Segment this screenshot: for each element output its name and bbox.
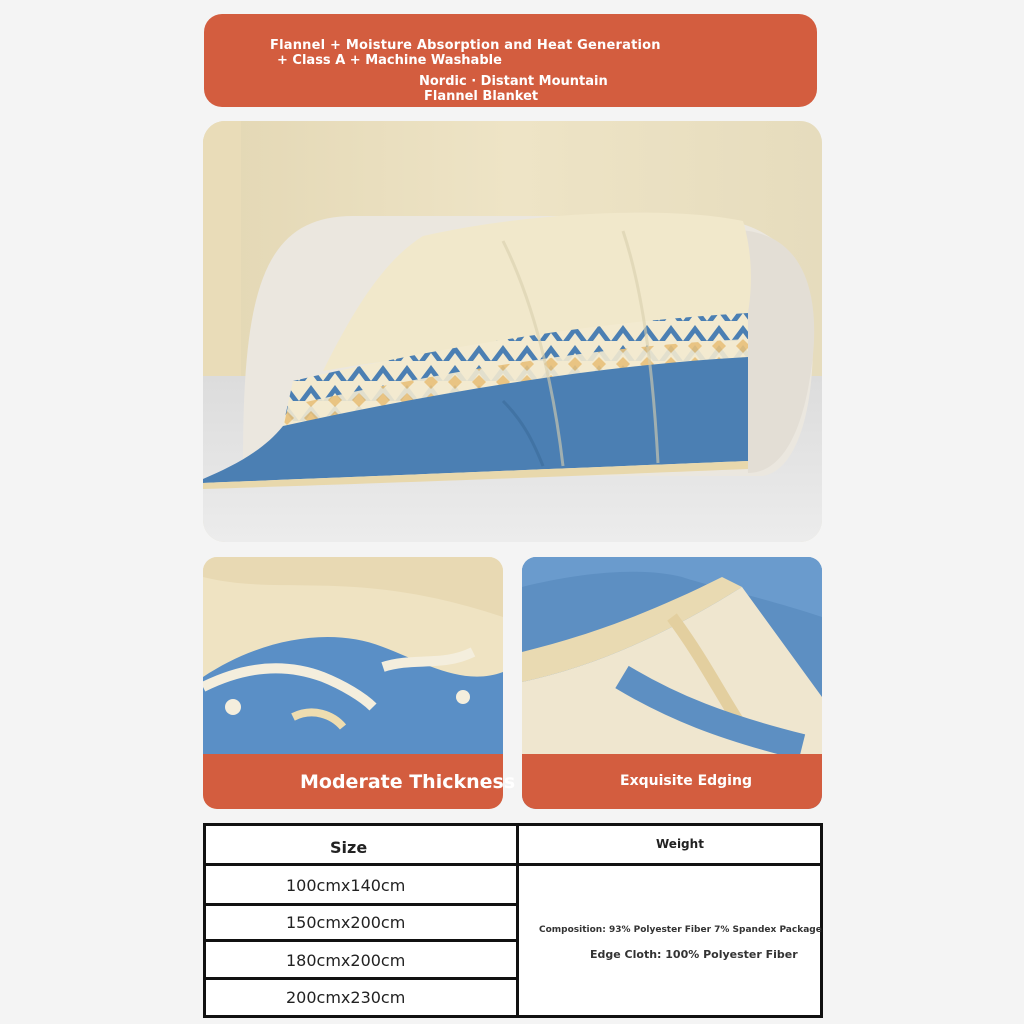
title-line-4: Flannel Blanket (424, 89, 539, 104)
table-divider (206, 903, 516, 906)
spec-table (203, 823, 823, 1018)
title-banner (204, 14, 817, 107)
table-divider (206, 863, 820, 866)
thickness-label: Moderate Thickness (300, 771, 516, 793)
hero-blanket-photo (203, 121, 822, 542)
size-column-header: Size (330, 838, 368, 857)
size-row: 200cmx230cm (286, 988, 406, 1007)
title-line-3: Nordic · Distant Mountain (419, 74, 608, 89)
table-divider (206, 977, 516, 980)
edge-cloth-text: Edge Cloth: 100% Polyester Fiber (590, 948, 798, 961)
size-row: 150cmx200cm (286, 913, 406, 932)
size-row: 180cmx200cm (286, 951, 406, 970)
composition-text: Composition: 93% Polyester Fiber 7% Spandex Package (539, 925, 822, 935)
table-divider-vertical (516, 826, 519, 1015)
table-divider (206, 939, 516, 942)
edging-label: Exquisite Edging (620, 773, 752, 789)
title-line-2: + Class A + Machine Washable (277, 53, 502, 68)
weight-column-header: Weight (656, 837, 704, 851)
size-row: 100cmx140cm (286, 876, 406, 895)
edging-detail-tile (522, 557, 822, 809)
blanket-on-sofa-illustration (203, 121, 822, 542)
title-line-1: Flannel + Moisture Absorption and Heat Generation (270, 38, 661, 53)
